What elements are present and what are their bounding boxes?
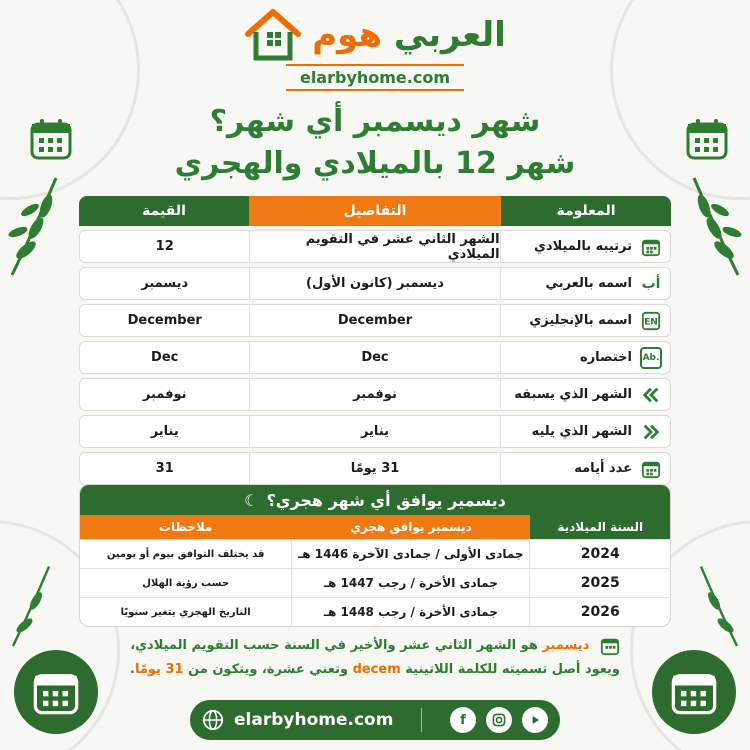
footer-divider <box>421 708 422 732</box>
brand-logo <box>0 8 750 91</box>
row-details: الشهر الثاني عشر في التقويم الميلادي <box>249 231 500 262</box>
row-value: 31 <box>155 461 174 476</box>
brand-name <box>312 15 506 55</box>
social-links <box>450 707 548 733</box>
summary-note <box>79 634 671 682</box>
english-letters-icon <box>640 310 662 332</box>
row-details: 31 يومًا <box>249 453 500 484</box>
calendar-icon <box>600 636 620 656</box>
header-info: المعلومة <box>501 196 671 226</box>
double-chevron-right-icon <box>640 421 662 443</box>
row-details: Dec <box>249 342 500 373</box>
row-value: نوفمبر <box>142 387 187 402</box>
table-row <box>79 378 671 411</box>
row-details: December <box>249 305 500 336</box>
table-row <box>79 341 671 374</box>
row-label: الشهر الذي يسبقه <box>514 387 632 402</box>
note-days: 31 يومًا <box>134 662 184 677</box>
row-value: ديسمبر <box>141 276 189 291</box>
facebook-icon[interactable]: f <box>450 707 476 733</box>
brand-url[interactable]: elarbyhome.com <box>286 64 464 91</box>
table-row <box>79 267 671 300</box>
row-year: 2024 <box>580 546 620 562</box>
row-label: الشهر الذي يليه <box>531 424 632 439</box>
row-value: 12 <box>155 239 174 254</box>
row-value: December <box>127 313 202 328</box>
hijri-title-text: ديسمير يوافق أي شهر هجري؟ <box>266 490 506 510</box>
leaf-branch-icon <box>4 170 64 280</box>
note-latin-word: decem <box>352 662 401 677</box>
row-label: اسمه بالإنجليزي <box>529 313 632 328</box>
page-title-line1: شهر ديسمبر أي شهر؟ <box>209 104 541 139</box>
abbreviation-icon: Ab. <box>640 347 662 369</box>
row-value: يناير <box>150 424 179 439</box>
row-label: اسمه بالعربي <box>545 276 632 291</box>
hijri-table <box>79 484 671 627</box>
footer-site-link[interactable] <box>202 709 393 731</box>
row-label: عدد أيامه <box>574 461 632 476</box>
header-value: القيمة <box>79 196 249 226</box>
table-row <box>79 452 671 485</box>
row-year: 2025 <box>580 575 620 591</box>
row-note: التاريخ الهجري يتغير سنويًا <box>120 606 251 618</box>
globe-icon <box>202 709 224 731</box>
note-text2: ويعود أصل تسميته للكلمة اللاتينية <box>405 662 621 677</box>
youtube-icon[interactable] <box>522 707 548 733</box>
brand-name-part2: هوم <box>312 15 383 55</box>
header-year: السنة الميلادية <box>530 515 670 539</box>
row-note: قد يختلف التوافق بيوم أو يومين <box>106 548 265 560</box>
table-row <box>79 304 671 337</box>
table-row <box>80 539 670 568</box>
row-hijri: جمادى الأخرة / رجب 1448 هـ <box>291 598 530 626</box>
row-year: 2026 <box>580 604 620 620</box>
row-hijri: جمادى الأولى / جمادى الآخرة 1446 هـ <box>291 540 530 568</box>
calendar-icon <box>669 667 719 717</box>
note-month: ديسمبر <box>542 638 590 653</box>
footer-bar <box>190 700 560 740</box>
row-label: اختصاره <box>580 350 632 365</box>
table-row <box>80 597 670 626</box>
header-hijri: ديسمبر يوافق هجري <box>291 515 530 539</box>
svg-text:EN: EN <box>644 317 658 328</box>
note-text1: هو الشهر الثاني عشر والأخير في السنة حسب التقويم الميلادي، <box>130 638 538 653</box>
page-title-line2: شهر 12 بالميلادي والهجري <box>174 146 576 181</box>
double-chevron-left-icon <box>640 384 662 406</box>
calendar-icon <box>640 458 662 480</box>
arabic-letters-icon: أب <box>641 275 661 292</box>
brand-name-part1: العربي <box>393 15 506 55</box>
note-text3: وتعني عشرة، ويتكون من <box>188 662 349 677</box>
row-details: نوفمبر <box>249 379 500 410</box>
calendar-icon <box>684 116 730 162</box>
row-value: Dec <box>151 350 179 365</box>
note-end: . <box>129 662 135 677</box>
table-row <box>79 230 671 263</box>
table-row <box>79 415 671 448</box>
row-label: ترتيبه بالميلادي <box>534 239 632 254</box>
leaf-branch-icon <box>694 560 744 650</box>
leaf-branch-icon <box>686 170 746 280</box>
crescent-moon-icon: ☾ <box>244 490 259 510</box>
info-table-header <box>79 196 671 226</box>
row-hijri: جمادى الأخرة / رجب 1447 هـ <box>291 569 530 597</box>
info-table <box>79 196 671 485</box>
calendar-icon <box>31 667 81 717</box>
footer-url: elarbyhome.com <box>234 710 394 730</box>
row-details: ديسمبر (كانون الأول) <box>249 268 500 299</box>
instagram-icon[interactable] <box>486 707 512 733</box>
row-note: حسب رؤية الهلال <box>142 577 230 589</box>
calendar-icon <box>28 116 74 162</box>
table-row <box>80 568 670 597</box>
house-icon <box>244 8 302 62</box>
header-details: التفاصيل <box>249 196 501 226</box>
header-notes: ملاحظات <box>80 515 291 539</box>
hijri-table-header <box>80 515 670 539</box>
hijri-table-title <box>80 485 670 515</box>
row-details: يناير <box>249 416 500 447</box>
leaf-branch-icon <box>6 560 56 650</box>
calendar-icon <box>640 236 662 258</box>
